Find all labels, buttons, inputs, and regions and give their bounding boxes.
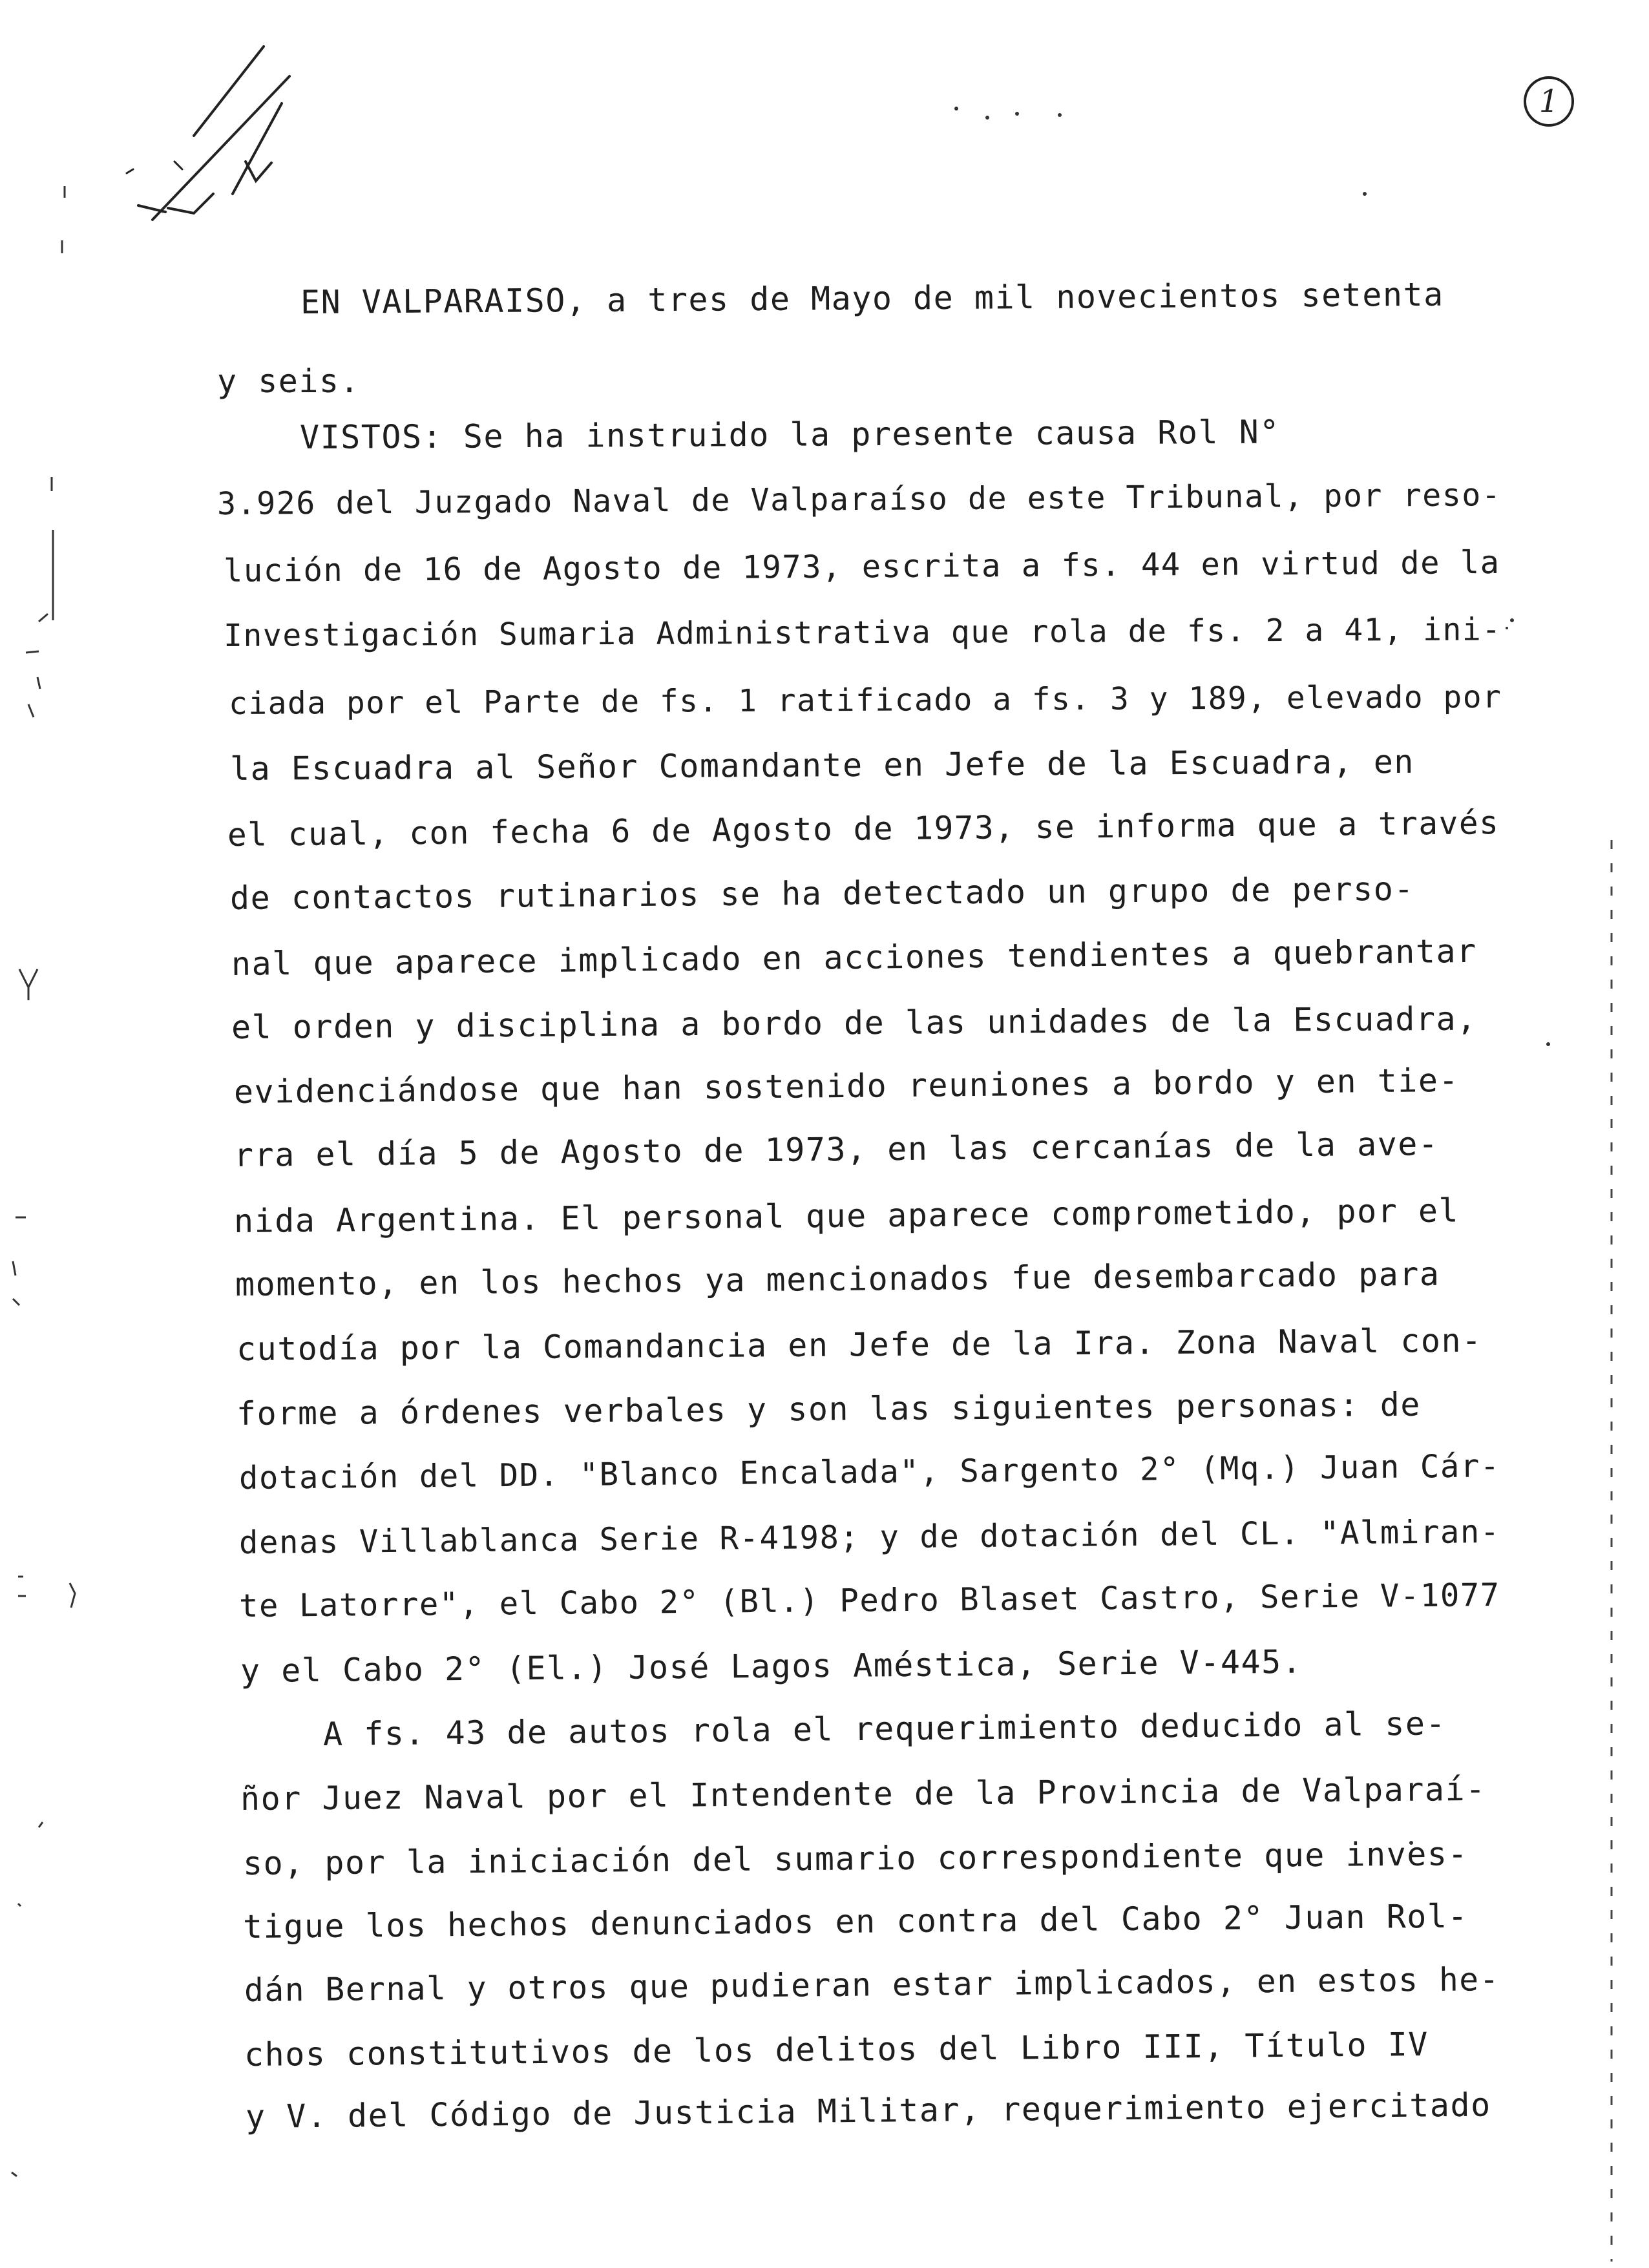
text-line: de contactos rutinarios se ha detectado un grupo de perso-: [229, 870, 1415, 917]
text-line: dán Bernal y otros que pudieran estar implicados, en estos he-: [244, 1960, 1500, 2009]
text-line: el cual, con fecha 6 de Agosto de 1973, se informa que a través: [227, 804, 1500, 854]
text-line: te Latorre", el Cabo 2° (Bl.) Pedro Blaset Castro, Serie V-1077: [238, 1576, 1501, 1624]
text-line: rra el día 5 de Agosto de 1973, en las cercanías de la ave-: [233, 1125, 1439, 1174]
text-line: y V. del Código de Justicia Militar, requerimiento ejercitado: [245, 2086, 1491, 2136]
text-line: 3.926 del Juzgado Naval de Valparaíso de este Tribunal, por reso-: [216, 477, 1502, 522]
text-line: so, por la iniciación del sumario correspondiente que inves-: [242, 1835, 1469, 1882]
text-line: tigue los hechos denunciados en contra del Cabo 2° Juan Rol-: [242, 1897, 1469, 1946]
text-line: A fs. 43 de autos rola el requerimiento deducido al se-: [322, 1705, 1447, 1753]
text-line: el orden y disciplina a bordo de las unidades de la Escuadra,: [231, 1000, 1477, 1046]
left-margin-marks: [12, 186, 75, 2176]
text-line: ñor Juez Naval por el Intendente de la Provincia de Valparaí-: [240, 1770, 1486, 1818]
text-line: nal que aparece implicado en acciones tendientes a quebrantar: [231, 932, 1477, 983]
text-line: EN VALPARAISO, a tres de Mayo de mil novecientos setenta: [300, 275, 1444, 321]
text-line: ciada por el Parte de fs. 1 ratificado a fs. 3 y 189, elevado por: [228, 679, 1502, 722]
folio-number: 1: [1524, 76, 1574, 127]
text-line: cutodía por la Comandancia en Jefe de la Ira. Zona Naval con-: [236, 1321, 1482, 1368]
text-line: dotación del DD. "Blanco Encalada", Sargento 2° (Mq.) Juan Cár-: [238, 1447, 1501, 1496]
text-line: y seis.: [217, 362, 361, 400]
text-line: momento, en los hechos ya mencionados fue desembarcado para: [235, 1255, 1440, 1303]
text-line: nida Argentina. El personal que aparece comprometido, por el: [233, 1192, 1460, 1240]
text-line: chos constitutivos de los delitos del Libro III, Título IV: [244, 2026, 1429, 2074]
text-line: Investigación Sumaria Administrativa que rola de fs. 2 a 41, ini-: [223, 611, 1502, 654]
text-line: la Escuadra al Señor Comandante en Jefe de la Escuadra, en: [229, 742, 1415, 788]
text-line: y el Cabo 2° (El.) José Lagos Améstica, Serie V-445.: [240, 1643, 1303, 1690]
text-line: VISTOS: Se ha instruido la presente causa Rol N°: [299, 413, 1281, 456]
text-line: evidenciándose que han sostenido reuniones a bordo y en tie-: [233, 1061, 1460, 1111]
text-line: denas Villablanca Serie R-4198; y de dotación del CL. "Almiran-: [238, 1513, 1501, 1561]
text-line: forme a órdenes verbales y son las siguientes personas: de: [236, 1385, 1422, 1433]
handwritten-annotation-icon: [127, 47, 289, 220]
text-line: lución de 16 de Agosto de 1973, escrita a fs. 44 en virtud de la: [223, 543, 1500, 589]
